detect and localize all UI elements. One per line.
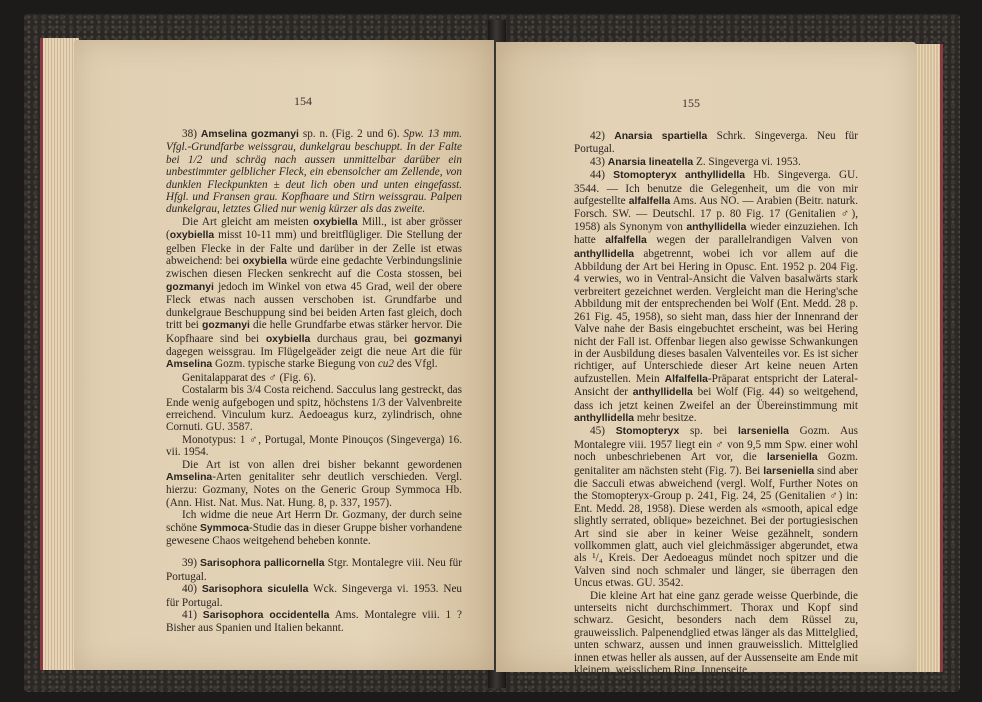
text-run: jedoch im Winkel von etwa 45 Grad, weil der obere Fleck etwas nach aussen verschoben ist. Grundfarbe und dunkelgraue Beschuppung sind bei beiden Arten fast gleich, doch tritt bei [166,280,462,332]
paragraph [166,557,462,583]
paragraph [166,583,462,609]
text-run: 38) [182,128,201,140]
taxon-name: anthyllidella [574,248,635,260]
taxon-name: oxybiella [265,333,311,345]
text-run: Ich widme die neue Art Herrn Dr. Gozmany, der durch seine schöne [166,509,462,534]
taxon-name: Sarisophora siculella [201,584,309,596]
text-run: Wck. Singeverga vi. 1953. Neu für Portugal. [166,583,463,609]
paragraph [574,590,858,677]
text-run: Mill., ist aber grösser ( [166,215,463,242]
taxon-name: Alfalfella [664,373,708,385]
paragraph [166,459,462,510]
page-edges-right [912,44,943,672]
text-run: des Vfgl. [393,358,438,371]
paragraph [166,372,462,384]
text-run: Genitalapparat des ♂ (Fig. 6). [182,371,316,384]
italic-text: cu2 [377,358,394,371]
right-page [496,42,916,677]
text-run: 39) [182,557,201,570]
text-run: Ams. Aus NO. — Arabien (Beitr. naturk. Forsch. SW. — Deutschl. 17 p. 80 Fig. 17 (Genitalien ♂), 1958) als Synonym von [574,195,859,233]
paragraph [166,434,462,459]
text-run: Stgr. Montalegre viii. Neu für Portugal. [166,557,462,583]
text-run: abgetrennt, wobei ich vor allem auf die Abbildung der Art bei Hering in Opusc. Ent. 1952 p. 204 Fig. 4 verwies, wo in Ventral-Ansicht die Valven basalwärts stark verbreitert gezeichnet werden. Vergleicht man die Hering'sche Abbildung mit der entsprechenden bei Wolf (Ent. Medd. 28 p. 261 Fig. 45, 1958), so sieht man, dass hier der Innenrand der Valve nahe der Basis eingebuchtet erscheint, was bei Hering nicht der Fall ist. Offenbar liegen also gewisse Schwankungen in der Ausbildung dieses basalen Valventeiles vor. Es ist sicher richtiger, auf Unterschiede dieser Art keine neuen Arten aufzustellen. Mein [574,247,858,385]
taxon-name: Amselina [166,471,213,483]
taxon-name: Symmoca [199,522,250,534]
text-run: -Präparat entspricht der Lateral-Ansicht der [574,372,859,399]
text-run: Gozm. typische starke Biegung von [212,358,378,371]
text-run: Gozm. genitaliter am nächsten steht (Fig. 7). Bei [574,451,858,477]
left-page [74,40,494,670]
page-number: 155 [682,96,700,110]
page-number: 154 [294,94,312,108]
page-text [574,130,859,677]
text-run: mehr besitze. [634,411,697,424]
taxon-name: gozmanyi [414,333,462,345]
paragraph [166,509,462,547]
text-run: Hb. Singeverga. GU. 3544. — Ich benutze die Gelegenheit, um die von mir aufgestellte [574,169,859,208]
text-run: -Arten genitaliter sehr deutlich verschieden. Vergl. hierzu: Gozmany, Notes on the Generic Group Symmoca Hb. (Ann. Hist. Nat. Mus. Nat. Hung. 8, p. 337, 1957). [166,470,462,509]
paragraph [574,130,858,156]
paragraph [166,384,462,434]
taxon-name: Sarisophora occidentella [202,610,330,622]
text-run: 42) [590,130,615,142]
taxon-name: Amselina [166,359,213,371]
taxon-name: oxybiella [313,216,358,228]
italic-text: Spw. 13 mm. Vfgl.-Grundfarbe weissgrau, dunkelgrau beschuppt. In der Falte bei 1/2 und schräg nach aussen unmittelbar darüber ein unbestimmter gelblicher Fleck, ein ebensolcher am Zellende, von dunklen Fleckpunkten ± deut lich oben und unten eingefasst. Hfgl. und Fransen grau. Kopfhaare und Stirn weissgrau. Palpen dunkelgrau, letztes Glied nur wenig kürzer als das zweite. [166,128,462,216]
text-run: die helle Grundfarbe etwas stärker hervor. Die Kopfhaare sind bei [166,319,462,345]
text-run: Schrk. Singeverga. Neu für Portugal. [574,130,858,156]
paragraph [166,128,462,216]
text-run: Ams. Montalegre viii. 1 ? Bisher aus Spanien und Italien bekannt. [166,609,462,635]
taxon-name: gozmanyi [202,320,250,332]
text-run: 41) [182,609,203,622]
taxon-name: Anarsia spartiella [614,131,708,142]
paragraph [166,216,462,372]
taxon-name: Amselina gozmanyi [200,129,299,140]
paragraph [166,609,462,635]
taxon-name: larseniella [763,465,815,477]
taxon-name: Stomopteryx [615,426,680,438]
text-run: würde eine gedachte Verbindungslinie zwischen diesen Flecken senkrecht auf die Costa stossen, bei [166,255,463,281]
text-run: 43) [590,155,608,168]
text-run: Die Art gleicht am meisten [182,215,314,228]
taxon-name: anthyllidella [686,221,747,233]
text-run: Gozm. Aus Montalegre viii. 1957 liegt ein ♂ von 9,5 mm Spw. einer wohl noch unbeschriebenen Art vor, die [574,425,859,464]
taxon-name: alfalfella [628,196,671,208]
taxon-name: alfalfella [605,235,647,247]
taxon-name: larseniella [766,452,818,464]
text-run: durchaus grau, bei [310,332,415,345]
text-run: 44) [590,169,614,182]
text-run: Z. Singeverga vi. 1953. [693,155,801,168]
text-run: Monotypus: 1 ♂, Portugal, Monte Pinouços (Singeverga) 16. vii. 1954. [166,433,462,459]
text-run: 40) [182,583,202,596]
taxon-name: gozmanyi [166,281,214,293]
paragraph [574,425,858,589]
paragraph [574,169,858,425]
page-text [166,128,462,648]
taxon-name: Stomopteryx anthyllidella [613,170,746,182]
text-run: Die kleine Art hat eine ganz gerade weisse Querbinde, die unterseits nicht durchschimmert. Thorax und Kopf sind schwarz. Gesicht, besonders nach dem Rüssel zu, grauweisslich. Palpenendglied etwas länger als das Mittelglied, unten schwarz, aussen und innen grauweisslich. Mittelglied innen etwas heller als aussen, auf der Aussenseite am Ende mit kleinem, weisslichem Ring. Innenseite [574,589,858,677]
taxon-name: larseniella [738,426,789,438]
text-run: Costalarm bis 3/4 Costa reichend. Sacculus lang gestreckt, das Ende wenig aufgebogen und spitz, höchstens 1/3 der Valvenbreite erreichend. Vinculum kurz. Aedoeagus kurz, zylindrisch, ohne Cornuti. GU. 3587. [166,384,462,434]
text-run: dagegen weissgrau. Im Flügelgeäder zeigt die neue Art die für [166,345,462,358]
taxon-name: oxybiella [242,256,287,268]
taxon-name: anthyllidella [632,387,693,399]
text-run: 45) [590,425,616,438]
text-run: wieder einzuziehen. Ich hatte [574,220,858,247]
text-run: bei Wolf (Fig. 44) so weitgehend, dass ich jetzt keinen Zweifel an der Übereinstimmung mit [574,386,858,412]
text-run: -Studie das in dieser Gruppe bisher vorhandene gewesene Chaos weitgehend beheben konnte. [166,521,462,547]
text-run: sind aber die Sacculi etwas abweichend (vergl. Wolf, Further Notes on the Stomopteryx-Group p. 241, Fig. 24, 25 (Genitalien ♂) in: Ent. Medd. 28, 1958). Diese werden als «smooth, apical edge slightly serrated, oblique» bezeichnet. Bei der portugiesischen Art sind sie aber in keiner Weise gezähnelt, sondern vollkommen glatt, auch viel gleichmässiger abgerundet, etwa als ¹/₄ Kreis. Der Aedoeagus mündet noch spitzer und die Valven sind noch schmaler und länger, sie überragen den Uncus etwas. GU. 3542. [574,464,858,590]
taxon-name: Anarsia lineatella [607,156,694,168]
text-run: sp. n. (Fig. 2 und 6). [298,128,404,140]
paragraph [574,156,858,169]
text-run: misst 10-11 mm) und breitflügliger. Die Stellung der gelben Flecke in der Falte und darüber in der Zelle ist etwas abweichend: bei [166,229,462,268]
taxon-name: anthyllidella [574,412,635,424]
text-run: wegen der parallelrandigen Valven von [646,234,858,247]
taxon-name: oxybiella [169,230,215,242]
text-run: Die Art ist von allen drei bisher bekannt gewordenen [182,458,462,471]
text-run: sp. bei [679,425,739,438]
taxon-name: Sarisophora pallicornella [200,558,325,570]
